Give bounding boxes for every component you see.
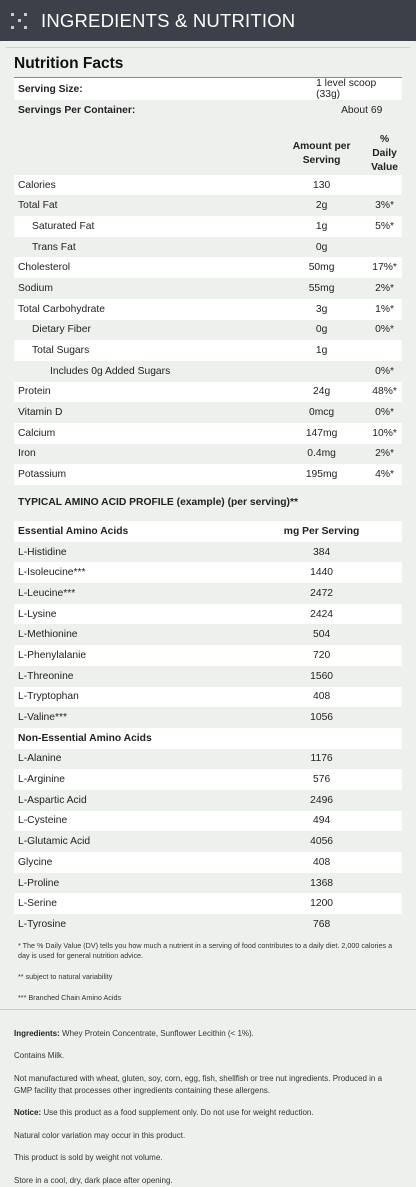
amino-mg: 408 xyxy=(276,852,367,873)
nutrition-table xyxy=(14,78,402,935)
empty-cell xyxy=(367,687,402,708)
nutrient-daily-value: 2%* xyxy=(375,448,394,460)
nutrient-row xyxy=(14,237,402,258)
empty-cell xyxy=(367,893,402,914)
amino-mg: 1176 xyxy=(310,753,333,765)
nutrient-daily-value xyxy=(367,175,402,196)
amino-mg: 1560 xyxy=(310,670,334,682)
weight-note: This product is sold by weight not volume. xyxy=(14,1153,163,1163)
empty-cell xyxy=(367,873,402,894)
amino-row xyxy=(14,893,402,914)
nutrient-amount: 195mg xyxy=(276,464,367,485)
amino-mg: 408 xyxy=(276,687,367,708)
amino-name: L-Methionine xyxy=(18,629,78,641)
nutrient-daily-value: 4%* xyxy=(367,464,402,485)
empty-cell xyxy=(367,624,402,645)
amino-mg: 768 xyxy=(312,918,331,930)
amino-row xyxy=(14,604,402,625)
nutrition-panel xyxy=(6,47,410,1003)
amino-mg: 384 xyxy=(312,546,331,558)
amino-profile-title-row xyxy=(14,485,402,521)
nutrient-amount: 3g xyxy=(276,299,367,320)
nutrient-row xyxy=(14,382,402,403)
essential-amino-label: Essential Amino Acids xyxy=(14,521,276,542)
nutrient-row xyxy=(14,216,402,237)
amino-mg: 2424 xyxy=(276,604,367,625)
amino-row xyxy=(14,542,402,563)
amino-row xyxy=(14,749,402,770)
nutrient-amount xyxy=(276,361,367,382)
nutrient-amount: 0g xyxy=(315,324,328,336)
empty-cell xyxy=(367,542,402,563)
nutrient-row xyxy=(14,340,402,361)
amino-row xyxy=(14,790,402,811)
nutrient-daily-value: 3%* xyxy=(375,200,394,212)
amino-name: L-Isoleucine*** xyxy=(14,562,276,583)
nutrient-row xyxy=(14,444,402,465)
amino-profile-title: TYPICAL AMINO ACID PROFILE (example) (per serving)** xyxy=(18,497,298,508)
amino-row xyxy=(14,852,402,873)
amino-mg: 576 xyxy=(276,769,367,790)
amino-mg: 4056 xyxy=(310,836,334,848)
serving-size-value: 1 level scoop (33g) xyxy=(276,78,402,100)
nutrient-amount: 130 xyxy=(276,175,367,196)
amino-name: L-Cysteine xyxy=(14,811,276,832)
nutrient-amount: 0.4mg xyxy=(307,448,336,460)
color-note: Natural color variation may occur in this product. xyxy=(14,1130,186,1140)
essential-header-row xyxy=(14,521,402,542)
nutrition-facts-title: Nutrition Facts xyxy=(14,48,402,78)
amino-name: L-Proline xyxy=(18,877,60,889)
amino-mg: 494 xyxy=(276,811,367,832)
nutrient-daily-value: 2%* xyxy=(375,282,394,294)
daily-value-column-header: % Daily Value xyxy=(371,133,398,173)
footnotes xyxy=(14,935,402,1003)
empty-cell xyxy=(367,583,402,604)
empty-cell xyxy=(367,604,402,625)
notice-line: Notice: Use this product as a food supplement only. Do not use for weight reduction. xyxy=(14,1108,314,1118)
nutrient-row xyxy=(14,361,402,382)
amino-row xyxy=(14,707,402,728)
nutrient-amount: 24g xyxy=(276,382,367,403)
nutrient-row xyxy=(14,175,402,196)
empty-cell xyxy=(367,749,402,770)
nutrient-daily-value: 0%* xyxy=(375,365,394,377)
nutrient-daily-value: 0%* xyxy=(375,324,394,336)
empty-cell xyxy=(367,645,402,666)
nutrient-amount: 0mcg xyxy=(308,407,335,419)
mg-per-serving-label: mg Per Serving xyxy=(276,521,367,542)
variability-footnote: ** subject to natural variability xyxy=(18,971,113,981)
nutrient-name: Vitamin D xyxy=(18,407,63,419)
serving-size-label: Serving Size: xyxy=(14,78,276,100)
empty-cell xyxy=(367,562,402,583)
servings-value: 69 xyxy=(370,104,383,116)
amino-row xyxy=(14,583,402,604)
amino-mg: 2496 xyxy=(310,794,334,806)
empty-cell xyxy=(367,769,402,790)
dv-footnote: * The % Daily Value (DV) tells you how much a nutrient in a serving of food contributes to a daily diet. 2,000 calories a day is used for general nutrition advice. xyxy=(18,940,393,960)
nutrient-row xyxy=(14,423,402,444)
amino-name: L-Histidine xyxy=(18,546,67,558)
bcaa-footnote: *** Branched Chain Amino Acids xyxy=(18,992,122,1002)
product-info xyxy=(0,1010,416,1187)
amino-row xyxy=(14,831,402,852)
amino-row xyxy=(14,873,402,894)
amino-row xyxy=(14,687,402,708)
amino-name: L-Alanine xyxy=(18,753,62,765)
amino-row xyxy=(14,666,402,687)
amount-column-header: Amount per Serving xyxy=(292,140,351,166)
amino-name: L-Threonine xyxy=(18,670,74,682)
empty-cell xyxy=(367,707,402,728)
nutrient-amount: 0g xyxy=(315,241,328,253)
nutrient-daily-value: 1%* xyxy=(367,299,402,320)
nutrient-daily-value: 48%* xyxy=(367,382,402,403)
amino-row xyxy=(14,645,402,666)
nonessential-amino-label: Non-Essential Amino Acids xyxy=(14,728,402,749)
amino-row xyxy=(14,562,402,583)
nutrient-row xyxy=(14,278,402,299)
empty-cell xyxy=(367,521,402,542)
amino-row xyxy=(14,769,402,790)
amino-name: L-Lysine xyxy=(14,604,276,625)
amino-row xyxy=(14,914,402,935)
nutrient-amount: 2g xyxy=(315,200,328,212)
nutrient-name: Cholesterol xyxy=(14,257,276,278)
amino-name: L-Leucine*** xyxy=(18,587,76,599)
nutrient-amount: 147mg xyxy=(276,423,367,444)
amino-name: L-Serine xyxy=(14,893,276,914)
empty-cell xyxy=(367,790,402,811)
section-header[interactable] xyxy=(0,0,416,41)
nutrient-amount: 1g xyxy=(276,216,367,237)
nutrient-amount: 1g xyxy=(276,340,367,361)
amino-name: L-Arginine xyxy=(14,769,276,790)
nutrient-name: Potassium xyxy=(14,464,276,485)
nutrient-daily-value: 0%* xyxy=(375,407,394,419)
empty-cell xyxy=(367,831,402,852)
nutrient-row xyxy=(14,195,402,216)
amino-mg: 2472 xyxy=(310,587,334,599)
nutrient-name: Protein xyxy=(14,382,276,403)
amino-name: Glycine xyxy=(14,852,276,873)
empty-cell xyxy=(367,811,402,832)
nutrient-row xyxy=(14,464,402,485)
nutrient-row xyxy=(14,299,402,320)
amino-mg: 1200 xyxy=(276,893,367,914)
nutrient-name: Iron xyxy=(18,448,36,460)
contains-line: Contains Milk. xyxy=(14,1051,65,1061)
amino-mg: 1056 xyxy=(310,712,334,724)
amino-mg: 1440 xyxy=(276,562,367,583)
amino-name: L-Phenylalanie xyxy=(14,645,276,666)
nutrient-row xyxy=(14,320,402,341)
allergen-note: Not manufactured with wheat, gluten, soy, corn, egg, fish, shellfish or tree nut ingredients. Produced in a GMP facility that processes other ingredients containing these allergens. xyxy=(14,1073,383,1095)
amino-row xyxy=(14,624,402,645)
nutrient-name: Trans Fat xyxy=(32,241,76,253)
amino-mg: 720 xyxy=(276,645,367,666)
amino-mg: 504 xyxy=(312,629,331,641)
amino-name: L-Tyrosine xyxy=(18,918,67,930)
storage-note: Store in a cool, dry, dark place after opening. xyxy=(14,1175,173,1185)
nutrient-amount: 55mg xyxy=(308,282,335,294)
nutrient-daily-value xyxy=(367,237,402,258)
nutrient-name: Total Sugars xyxy=(14,340,276,361)
amino-name: L-Tryptophan xyxy=(14,687,276,708)
nutrient-daily-value: 10%* xyxy=(367,423,402,444)
nutrient-name: Sodium xyxy=(18,282,53,294)
nonessential-header-row xyxy=(14,728,402,749)
nutrient-name: Dietary Fiber xyxy=(32,324,91,336)
amino-name: L-Valine*** xyxy=(18,712,68,724)
amino-name: L-Glutamic Acid xyxy=(18,836,91,848)
empty-cell xyxy=(367,852,402,873)
nutrient-name: Total Fat xyxy=(18,200,58,212)
nutrient-amount: 50mg xyxy=(276,257,367,278)
empty-cell xyxy=(367,666,402,687)
nutrient-name: Calories xyxy=(14,175,276,196)
nutrient-daily-value: 5%* xyxy=(367,216,402,237)
servings-per-container-label: Servings Per Container: xyxy=(18,104,136,116)
nutrient-daily-value xyxy=(367,340,402,361)
servings-per-container-row xyxy=(14,100,402,121)
nutrient-row xyxy=(14,257,402,278)
ingredients-line: Ingredients: Whey Protein Concentrate, Sunflower Lecithin (< 1%). xyxy=(14,1028,254,1038)
amino-name: L-Aspartic Acid xyxy=(18,794,87,806)
nutrient-daily-value: 17%* xyxy=(367,257,402,278)
collapse-arrows-icon[interactable] xyxy=(11,13,27,29)
amino-row xyxy=(14,811,402,832)
serving-size-row xyxy=(14,78,402,100)
amino-mg: 1368 xyxy=(310,877,334,889)
section-title: INGREDIENTS & NUTRITION xyxy=(41,9,296,31)
nutrient-row xyxy=(14,402,402,423)
nutrient-name: Includes 0g Added Sugars xyxy=(50,365,171,377)
nutrient-name: Saturated Fat xyxy=(14,216,276,237)
column-header-row xyxy=(14,133,402,175)
nutrient-name: Total Carbohydrate xyxy=(14,299,276,320)
servings-prefix: About xyxy=(341,104,368,116)
nutrient-name: Calcium xyxy=(14,423,276,444)
empty-cell xyxy=(367,914,402,935)
